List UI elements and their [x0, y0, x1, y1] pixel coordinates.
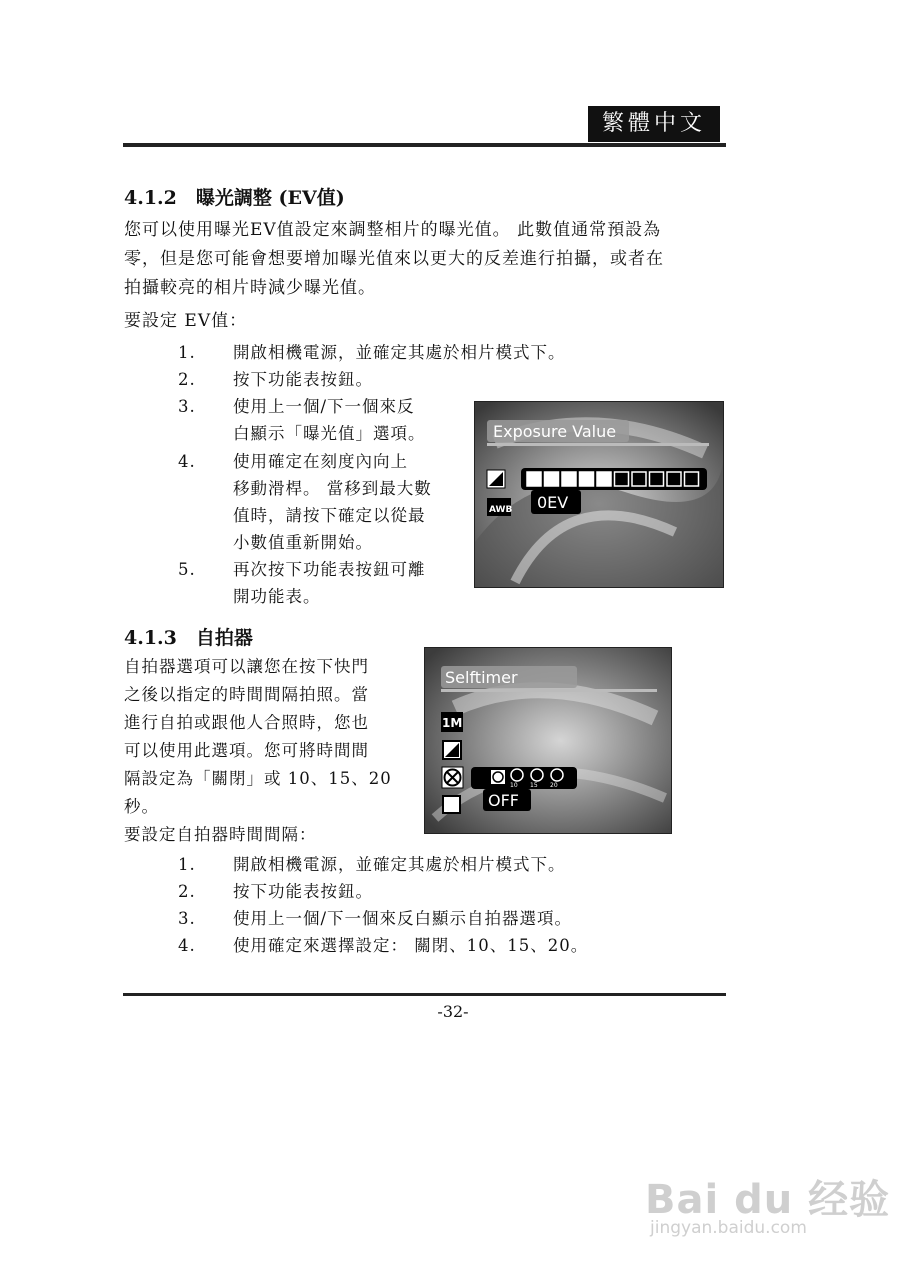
ev-slider-cell	[545, 472, 559, 486]
step-number: 4.	[178, 936, 196, 955]
timer-option-label: 10	[510, 782, 518, 789]
step-number: 2.	[178, 370, 196, 389]
image-size-icon: 1M	[442, 716, 463, 730]
watermark-url: jingyan.baidu.com	[650, 1218, 807, 1238]
step-text: 開啟相機電源，並確定其處於相片模式下。	[233, 343, 566, 362]
step-number: 3.	[178, 909, 196, 928]
step-text: 使用上一個/下一個來反	[233, 397, 415, 416]
intro-line: 拍攝較亮的相片時減少曝光值。	[124, 278, 376, 298]
header-rule	[123, 143, 726, 147]
exposure-value-screen	[474, 401, 724, 588]
ev-slider-cell	[650, 472, 664, 486]
section-413-steps	[178, 851, 698, 961]
screen-title: Exposure Value	[493, 422, 617, 441]
section-412-intro	[124, 216, 724, 303]
step-text: 按下功能表按鈕。	[233, 882, 373, 901]
ev-slider-cell	[667, 472, 681, 486]
step-text: 小數值重新開始。	[233, 533, 373, 552]
intro-line: 之後以指定的時間間隔拍照。當	[124, 685, 369, 704]
step-number: 2.	[178, 882, 196, 901]
intro-line: 秒。	[124, 797, 159, 816]
page-number: -32-	[437, 1002, 469, 1021]
language-badge: 繁體中文	[588, 106, 720, 142]
ev-slider-cell	[562, 472, 576, 486]
step-text: 按下功能表按鈕。	[233, 370, 373, 389]
ev-slider-cell	[580, 472, 594, 486]
screen-title: Selftimer	[445, 668, 518, 687]
intro-line: 可以使用此選項。您可將時間間	[124, 741, 369, 760]
step-number: 3.	[178, 397, 196, 416]
section-413-title: 4.1.3 自拍器	[124, 627, 253, 649]
ev-slider-cell	[685, 472, 699, 486]
awb-icon: AWB	[489, 505, 513, 515]
section-412-lead: 要設定 EV值：	[124, 311, 248, 331]
step-text: 開功能表。	[233, 587, 321, 606]
step-number: 1.	[178, 343, 196, 362]
step-text: 使用上一個/下一個來反白顯示自拍器選項。	[233, 909, 573, 928]
ev-slider-cell	[632, 472, 646, 486]
step-number: 4.	[178, 452, 196, 471]
intro-line: 自拍器選項可以讓您在按下快門	[124, 657, 369, 676]
step-text: 值時，請按下確定以從最	[233, 506, 426, 525]
section-413-lead: 要設定自拍器時間間隔：	[124, 825, 317, 844]
step-text: 移動滑桿。 當移到最大數	[233, 479, 432, 498]
step-text: 開啟相機電源，並確定其處於相片模式下。	[233, 855, 566, 874]
timer-option-label: 15	[530, 782, 538, 789]
step-text: 使用確定在刻度內向上	[233, 452, 408, 471]
intro-line: 零，但是您可能會想要增加曝光值來以更大的反差進行拍攝，或者在	[124, 249, 664, 269]
section-412-title: 4.1.2 曝光調整 (EV值)	[124, 187, 345, 209]
ev-slider-cell	[527, 472, 541, 486]
step-text: 白顯示「曝光值」選項。	[233, 424, 426, 443]
footer-rule	[123, 993, 726, 996]
intro-line: 您可以使用曝光EV值設定來調整相片的曝光值。 此數值通常預設為	[124, 220, 662, 240]
selftimer-screen	[424, 647, 672, 834]
ev-value: 0EV	[537, 493, 569, 512]
ev-slider-cell	[615, 472, 629, 486]
watermark-logo: Bai du 经验	[645, 1177, 891, 1223]
intro-line: 隔設定為「關閉」或 10、15、20	[124, 769, 392, 788]
timer-option-label: 20	[550, 782, 558, 789]
ev-slider-cell	[597, 472, 611, 486]
step-text: 再次按下功能表按鈕可離	[233, 560, 426, 579]
step-text: 使用確定來選擇設定： 關閉、10、15、20。	[233, 936, 589, 955]
section-413-intro	[124, 653, 414, 849]
step-number: 1.	[178, 855, 196, 874]
selftimer-icon	[442, 767, 463, 788]
intro-line: 進行自拍或跟他人合照時，您也	[124, 713, 369, 732]
selftimer-value: OFF	[488, 791, 519, 810]
step-number: 5.	[178, 560, 196, 579]
